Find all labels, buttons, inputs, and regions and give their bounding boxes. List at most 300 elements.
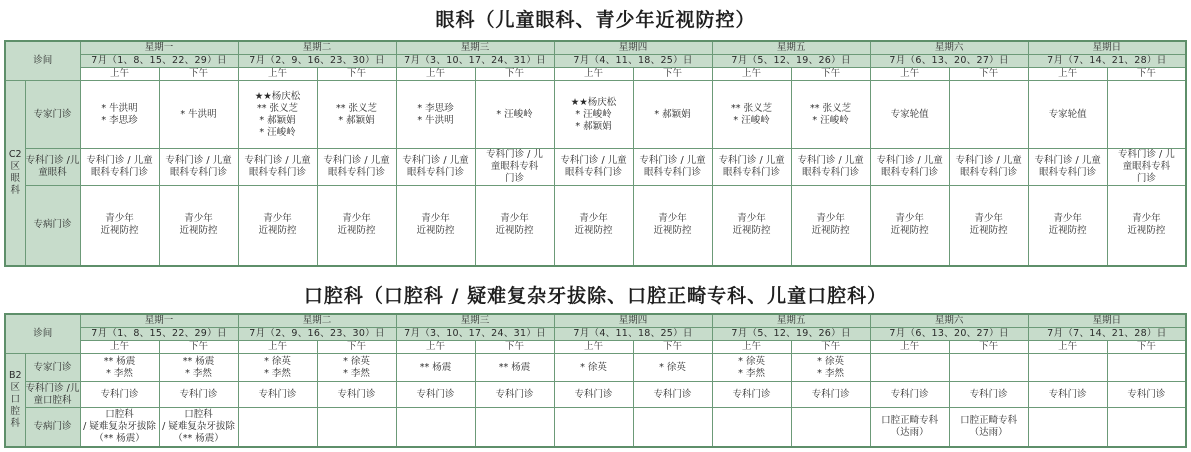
schedule-cell [554,408,633,447]
doctor-entry: 近视防控 [574,225,613,237]
doctor-entry: 口腔正畸专科 [960,414,1018,426]
doctor-entry: 门诊 [1136,173,1156,184]
am-header: 上午 [238,341,317,354]
pm-header: 下午 [1107,68,1186,81]
schedule-cell [238,81,317,149]
doctor-entry: * 徐英 [817,355,844,367]
doctor-entry: 青少年 [658,213,687,225]
doctor-entry: 近视防控 [100,225,139,237]
doctor-entry: * 李然 [264,367,291,379]
day-header [238,41,396,55]
am-header: 上午 [1028,68,1107,81]
day-dates-text: 7月（3、10、17、24、31）日 [404,328,546,339]
clinic-area-char: 眼 [10,172,20,184]
schedule-cell [238,382,317,408]
pm-header: 下午 [791,341,870,354]
doctor-entry: 近视防控 [732,225,771,237]
doctor-entry: （达雨） [890,426,929,438]
doctor-entry: * 李然 [343,367,370,379]
doctor-entry: 青少年 [263,213,292,225]
schedule-cell [159,186,238,266]
pm-header: 下午 [949,341,1028,354]
schedule-cell [554,149,633,186]
schedule-row [5,382,1186,408]
day-dates-text: 7月（5、12、19、26）日 [731,328,851,339]
doctor-entry: 专科门诊 [258,388,297,400]
doctor-entry: * 牛洪明 [417,114,454,126]
doctor-entry: 专科门诊 / 儿童 [797,155,864,166]
doctor-entry: （** 杨震） [173,432,224,444]
schedule-row [5,186,1186,266]
dental-schedule-table [4,313,1187,448]
day-dates-text: 7月（6、13、20、27）日 [889,55,1009,66]
day-dates-text: 7月（3、10、17、24、31）日 [404,55,546,66]
doctor-entry: * 汪峻岭 [812,114,849,126]
doctor-entry: 青少年 [816,213,845,225]
day-name: 星期四 [618,315,648,326]
doctor-entry: * 郝颖娟 [259,114,296,126]
corner-label: 诊 [33,55,43,66]
schedule-cell [949,149,1028,186]
doctor-entry: * 徐英 [738,355,765,367]
clinic-area-char: 口 [10,393,20,405]
doctor-entry: 口腔科 [184,408,213,420]
doctor-entry: 眼科专科门诊 [407,167,465,178]
schedule-cell [791,81,870,149]
schedule-cell [80,354,159,382]
day-dates [80,55,238,68]
doctor-entry: 专科门诊 [416,388,455,400]
doctor-entry: 专科门诊 [337,388,376,400]
schedule-cell [870,186,949,266]
doctor-entry: 青少年 [105,213,134,225]
schedule-cell [159,382,238,408]
clinic-type-text: 专病门诊 [33,420,72,432]
doctor-entry: 专科门诊 [890,388,929,400]
schedule-cell [1107,149,1186,186]
schedule-cell [80,81,159,149]
doctor-entry: 专科门诊 [574,388,613,400]
day-name: 星期五 [776,315,806,326]
schedule-cell [80,149,159,186]
doctor-entry: 专家轮值 [1048,108,1087,120]
schedule-cell [633,186,712,266]
doctor-entry: 眼科专科门诊 [960,167,1018,178]
doctor-entry: 专科门诊 / 儿童 [402,155,469,166]
day-dates [396,328,554,341]
doctor-entry: 近视防控 [890,225,929,237]
schedule-cell [633,81,712,149]
schedule-row [5,149,1186,186]
doctor-entry: 专科门诊 / 儿 [1117,149,1175,160]
doctor-entry: * 汪峻岭 [733,114,770,126]
schedule-cell [1107,408,1186,447]
schedule-cell [712,149,791,186]
doctor-entry: ** 杨震 [498,361,531,373]
pm-header: 下午 [317,341,396,354]
clinic-area-char: 腔 [10,405,20,417]
doctor-entry: 专科门诊 / 儿童 [639,155,706,166]
clinic-type-label [25,408,80,447]
clinic-type-text: 专病门诊 [33,219,72,231]
clinic-area-label [5,81,25,266]
doctor-entry: 专科门诊 / 儿 [486,149,543,160]
schedule-cell [633,149,712,186]
schedule-cell [396,186,475,266]
doctor-entry: * 牛洪明 [101,102,138,114]
day-dates [870,55,1028,68]
pm-header: 下午 [633,341,712,354]
schedule-cell [1028,81,1107,149]
schedule-cell [633,382,712,408]
doctor-entry: 眼科专科门诊 [249,167,307,178]
day-name: 星期六 [934,42,964,53]
schedule-cell [317,354,396,382]
schedule-cell [949,81,1028,149]
doctor-entry: 专家轮值 [890,108,929,120]
doctor-entry: ★★杨庆松 [570,96,617,108]
am-header: 上午 [554,68,633,81]
schedule-cell [317,149,396,186]
doctor-entry: * 李思珍 [101,114,138,126]
doctor-entry: 专科门诊 [811,388,850,400]
doctor-entry: * 李思珍 [417,102,454,114]
doctor-entry: ** 张义芝 [731,102,773,114]
schedule-cell [791,354,870,382]
schedule-cell [1028,408,1107,447]
day-header [396,41,554,55]
day-header [1028,314,1186,328]
doctor-entry: 专科门诊 / 儿童 [244,155,311,166]
day-dates-text: 7月（1、8、15、22、29）日 [91,55,227,66]
pm-header: 下午 [633,68,712,81]
doctor-entry: 专科门诊 [179,388,218,400]
pm-header: 下午 [159,341,238,354]
day-header [80,41,238,55]
doctor-entry: 专科门诊 / 儿童 [955,155,1022,166]
pm-header: 下午 [475,68,554,81]
schedule-cell [80,382,159,408]
schedule-cell [396,408,475,447]
doctor-entry: * 徐英 [343,355,370,367]
day-name-row [5,314,1186,328]
clinic-type-label [25,382,80,408]
schedule-cell [238,354,317,382]
doctor-entry: * 汪峻岭 [496,108,533,120]
clinic-area-char: C2 [8,148,22,160]
clinic-area-label [5,354,25,447]
am-header: 上午 [712,68,791,81]
am-header: 上午 [870,68,949,81]
clinic-type-label [25,149,80,186]
day-name: 星期六 [934,315,964,326]
am-header: 上午 [238,68,317,81]
clinic-area-char: 科 [10,417,20,429]
schedule-cell [870,354,949,382]
day-dates-text: 7月（4、11、18、25）日 [573,328,693,339]
schedule-cell [1107,382,1186,408]
schedule-cell [554,382,633,408]
schedule-row [5,81,1186,149]
doctor-entry: 专科门诊 / 儿童 [876,155,943,166]
day-header [238,314,396,328]
doctor-entry: ** 杨震 [182,355,215,367]
doctor-entry: 青少年 [1053,213,1082,225]
day-name-row [5,41,1186,55]
doctor-entry: 眼科专科门诊 [644,167,702,178]
doctor-entry: ** 杨震 [103,355,136,367]
schedule-cell [870,408,949,447]
doctor-entry: * 李然 [817,367,844,379]
day-dates [238,55,396,68]
schedule-cell [159,81,238,149]
day-dates-row [5,55,1186,68]
schedule-cell [396,149,475,186]
doctor-entry: * 李然 [185,367,212,379]
schedule-cell [238,186,317,266]
day-header [1028,41,1186,55]
doctor-entry: * 徐英 [580,361,607,373]
schedule-cell [475,408,554,447]
clinic-type-text: 专科门诊 / [25,382,70,394]
schedule-cell [870,382,949,408]
schedule-cell [317,408,396,447]
clinic-area-char: 科 [10,184,20,196]
day-dates-text: 7月（4、11、18、25）日 [573,55,693,66]
schedule-cell [238,149,317,186]
schedule-cell [712,408,791,447]
doctor-entry: 眼科专科门诊 [1039,167,1097,178]
doctor-entry: ** 张义芝 [810,102,852,114]
schedule-cell [949,186,1028,266]
clinic-type-text: 儿童眼科 [38,155,80,178]
doctor-entry: 专科门诊 / 儿童 [323,155,390,166]
doctor-entry: ** 张义芝 [336,102,378,114]
doctor-entry: 眼科专科门诊 [90,167,148,178]
corner-header [5,41,80,81]
schedule-cell [159,354,238,382]
schedule-cell [870,81,949,149]
day-dates [80,328,238,341]
doctor-entry: * 李然 [106,367,133,379]
schedule-cell [80,186,159,266]
day-dates [554,328,712,341]
day-dates [712,55,870,68]
schedule-cell [949,408,1028,447]
schedule-cell [1028,186,1107,266]
day-name: 星期二 [302,315,332,326]
doctor-entry: 近视防控 [1048,225,1087,237]
day-dates-text: 7月（1、8、15、22、29）日 [91,328,227,339]
doctor-entry: / 疑难复杂牙拔除 [162,420,235,432]
schedule-cell [633,408,712,447]
schedule-cell [554,186,633,266]
doctor-entry: 青少年 [895,213,924,225]
doctor-entry: 口腔正畸专科 [881,414,939,426]
doctor-entry: 专科门诊 [653,388,692,400]
doctor-entry: 童眼科专科 [1122,161,1171,172]
dental-section-title: 口腔科（口腔科 / 疑难复杂牙拔除、口腔正畸专科、儿童口腔科） [303,285,888,307]
pm-header: 下午 [475,341,554,354]
doctor-entry: 近视防控 [811,225,850,237]
doctor-entry: 童眼科专科 [490,161,539,172]
pm-header: 下午 [317,68,396,81]
doctor-entry: 眼科专科门诊 [170,167,228,178]
schedule-cell [317,81,396,149]
day-header [554,314,712,328]
corner-label: 诊 [33,328,43,339]
day-header [870,314,1028,328]
doctor-entry: 近视防控 [179,225,218,237]
day-header [554,41,712,55]
doctor-entry: 近视防控 [258,225,297,237]
doctor-entry: 青少年 [421,213,450,225]
day-header [396,314,554,328]
am-header: 上午 [870,341,949,354]
pm-header: 下午 [159,68,238,81]
doctor-entry: （** 杨震） [94,432,145,444]
doctor-entry: 口腔科 [105,408,134,420]
doctor-entry: 眼科专科门诊 [328,167,386,178]
schedule-cell [1107,81,1186,149]
day-name: 星期二 [302,42,332,53]
schedule-cell [80,408,159,447]
doctor-entry: ** 杨震 [419,361,452,373]
am-header: 上午 [1028,341,1107,354]
day-header [870,41,1028,55]
doctor-entry: * 郝颖娟 [338,114,375,126]
day-name: 星期三 [460,315,490,326]
day-dates [238,328,396,341]
schedule-cell [554,354,633,382]
schedule-cell [396,81,475,149]
doctor-entry: 眼科专科门诊 [802,167,860,178]
clinic-type-label [25,354,80,382]
pm-header: 下午 [949,68,1028,81]
day-header [712,314,870,328]
day-dates-text: 7月（2、9、16、23、30）日 [249,55,385,66]
doctor-entry: 眼科专科门诊 [565,167,623,178]
clinic-type-label [25,81,80,149]
clinic-area-char: 区 [10,381,20,393]
doctor-entry: ★★杨庆松 [254,90,301,102]
day-dates-text: 7月（2、9、16、23、30）日 [249,328,385,339]
doctor-entry: * 牛洪明 [180,108,217,120]
am-header: 上午 [80,341,159,354]
schedule-cell [317,382,396,408]
doctor-entry: * 徐英 [659,361,686,373]
doctor-entry: 眼科专科门诊 [723,167,781,178]
doctor-entry: * 郝颖娟 [654,108,691,120]
schedule-cell [712,354,791,382]
day-dates [396,55,554,68]
am-header: 上午 [396,68,475,81]
doctor-entry: 近视防控 [653,225,692,237]
day-dates [870,328,1028,341]
pm-header: 下午 [1107,341,1186,354]
schedule-cell [1107,354,1186,382]
doctor-entry: 专科门诊 [732,388,771,400]
schedule-cell [475,186,554,266]
schedule-cell [712,186,791,266]
clinic-area-char: 区 [10,160,20,172]
doctor-entry: 近视防控 [495,225,534,237]
doctor-entry: 青少年 [1132,213,1161,225]
pm-header: 下午 [791,68,870,81]
schedule-cell [1028,149,1107,186]
doctor-entry: 青少年 [342,213,371,225]
day-name: 星期一 [144,42,174,53]
doctor-entry: 青少年 [974,213,1003,225]
corner-label: 间 [42,55,53,66]
day-name: 星期五 [776,42,806,53]
doctor-entry: （达雨） [969,426,1008,438]
day-dates [712,328,870,341]
doctor-entry: 近视防控 [416,225,455,237]
day-name: 星期三 [460,42,490,53]
schedule-cell [1028,354,1107,382]
am-pm-row [5,68,1186,81]
day-header [80,314,238,328]
doctor-entry: 专科门诊 / 儿童 [86,155,153,166]
schedule-cell [1028,382,1107,408]
schedule-cell [475,354,554,382]
am-pm-row [5,341,1186,354]
clinic-area-char: B2 [8,369,22,381]
doctor-entry: 专科门诊 / 儿童 [560,155,627,166]
doctor-entry: * 李然 [738,367,765,379]
schedule-cell [475,382,554,408]
corner-header [5,314,80,354]
clinic-type-text: 儿童口腔科 [33,382,80,406]
day-dates-text: 7月（7、14、21、28）日 [1047,328,1167,339]
doctor-entry: 近视防控 [969,225,1008,237]
schedule-row [5,354,1186,382]
doctor-entry: 门诊 [505,173,525,184]
day-name: 星期一 [144,315,174,326]
schedule-cell [475,149,554,186]
doctor-entry: * 徐英 [264,355,291,367]
schedule-cell [159,149,238,186]
schedule-cell [554,81,633,149]
day-name: 星期日 [1092,315,1122,326]
clinic-type-text: 专家门诊 [33,361,72,373]
schedule-cell [712,382,791,408]
schedule-cell [949,382,1028,408]
doctor-entry: 眼科专科门诊 [881,167,939,178]
day-dates [554,55,712,68]
schedule-cell [396,382,475,408]
schedule-cell [475,81,554,149]
doctor-entry: * 汪峻岭 [259,126,296,138]
am-header: 上午 [712,341,791,354]
schedule-cell [159,408,238,447]
day-dates-text: 7月（5、12、19、26）日 [731,55,851,66]
schedule-cell [791,186,870,266]
doctor-entry: 专科门诊 / 儿童 [718,155,785,166]
doctor-entry: / 疑难复杂牙拔除 [83,420,156,432]
doctor-entry: * 郝颖娟 [575,120,612,132]
day-name: 星期四 [618,42,648,53]
doctor-entry: 青少年 [500,213,529,225]
doctor-entry: 青少年 [184,213,213,225]
schedule-cell [238,408,317,447]
clinic-type-text: 专科门诊 / [25,155,70,166]
schedule-cell [633,354,712,382]
corner-label: 间 [42,328,53,339]
day-header [712,41,870,55]
doctor-entry: 专科门诊 [969,388,1008,400]
